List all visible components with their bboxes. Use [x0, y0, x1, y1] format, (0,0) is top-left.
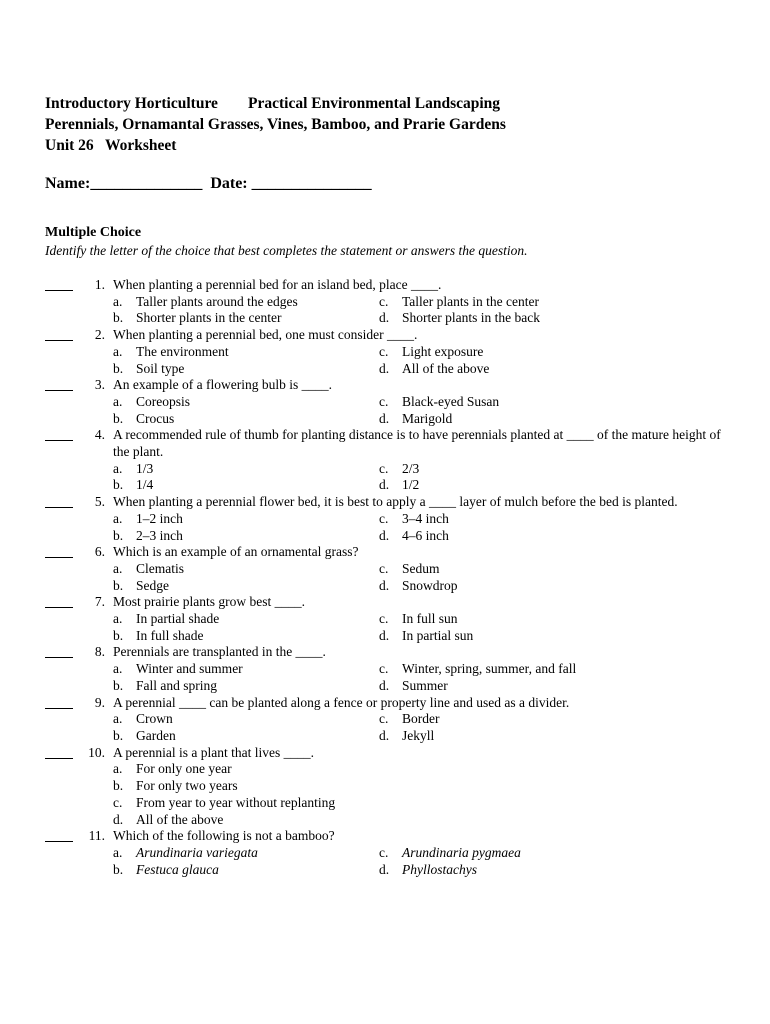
answer-choice [113, 778, 679, 795]
choice-letter: a. [113, 343, 123, 359]
multiple-choice-section [45, 224, 745, 259]
question-row [45, 594, 745, 611]
choice-text: Festuca glauca [136, 861, 219, 877]
choice-text: Crown [136, 711, 173, 727]
choice-text: Summer [402, 677, 448, 693]
choice-letter: d. [379, 861, 390, 877]
answer-choice [379, 294, 679, 311]
question-number: 11. [88, 828, 105, 844]
choice-letter: d. [379, 410, 390, 426]
answer-choice [379, 611, 679, 628]
answer-choice [379, 461, 679, 478]
choice-text: Taller plants around the edges [136, 293, 298, 309]
choice-text: All of the above [136, 811, 224, 827]
choice-letter: a. [113, 460, 123, 476]
answer-blank[interactable] [45, 696, 73, 709]
choice-letter: d. [379, 360, 390, 376]
question-item [45, 327, 745, 377]
answer-choice [113, 862, 379, 879]
question-item [45, 745, 745, 829]
answer-choice [379, 561, 679, 578]
answer-choice [113, 728, 379, 745]
answer-choice [379, 862, 679, 879]
choice-letter: a. [113, 661, 123, 677]
question-row [45, 377, 745, 394]
choice-letter: b. [113, 360, 124, 376]
choice-text: Marigold [402, 410, 453, 426]
choice-text: Garden [136, 727, 176, 743]
choice-letter: c. [379, 661, 389, 677]
choice-text: Shorter plants in the back [402, 310, 540, 326]
answer-choice [379, 411, 679, 428]
answer-choice [379, 578, 679, 595]
choice-letter: d. [379, 627, 390, 643]
choice-text: For only two years [136, 778, 238, 794]
question-stem: A perennial is a plant that lives ____. [113, 744, 314, 760]
question-number: 2. [94, 327, 105, 343]
answer-choice [379, 678, 679, 695]
choice-letter: a. [113, 711, 123, 727]
question-row [45, 544, 745, 561]
answer-blank[interactable] [45, 645, 73, 658]
book-title: Practical Environmental Landscaping [248, 95, 501, 112]
question-stem: A perennial ____ can be planted along a fence or property line and used as a divider. [113, 694, 570, 710]
answer-choice [113, 711, 379, 728]
choice-text: Sedum [402, 560, 440, 576]
choice-text: For only one year [136, 761, 232, 777]
answer-choice [113, 528, 379, 545]
choice-letter: a. [113, 611, 123, 627]
question-item [45, 377, 745, 427]
choice-text: Fall and spring [136, 677, 217, 693]
section-title: Multiple Choice [45, 225, 142, 240]
answer-choice [113, 394, 379, 411]
question-stem: When planting a perennial flower bed, it is best to apply a ____ layer of mulch before the bed is planted. [113, 494, 678, 510]
answer-blank[interactable] [45, 545, 73, 558]
choice-letter: a. [113, 761, 123, 777]
question-row [45, 427, 745, 460]
choice-letter: a. [113, 393, 123, 409]
choice-text: Clematis [136, 560, 184, 576]
worksheet-header [45, 93, 745, 156]
answer-choice [113, 294, 379, 311]
choice-list [113, 845, 745, 878]
choice-letter: c. [379, 844, 389, 860]
choice-text: Arundinaria pygmaea [402, 844, 521, 860]
choice-list [113, 611, 745, 644]
choice-letter: a. [113, 293, 123, 309]
question-number: 8. [94, 644, 105, 660]
answer-blank[interactable] [45, 278, 73, 291]
choice-text: From year to year without replanting [136, 794, 336, 810]
choice-text: Crocus [136, 410, 175, 426]
choice-letter: b. [113, 778, 124, 794]
choice-text: In full shade [136, 627, 204, 643]
choice-text: 1/3 [136, 460, 154, 476]
answer-blank[interactable] [45, 378, 73, 391]
question-stem: Perennials are transplanted in the ____. [113, 644, 326, 660]
question-stem: When planting a perennial bed for an island bed, place ____. [113, 277, 442, 292]
choice-text: Light exposure [402, 343, 484, 359]
question-list [45, 277, 745, 878]
choice-list [113, 344, 745, 377]
choice-letter: a. [113, 844, 123, 860]
choice-text: Jekyll [402, 727, 435, 743]
choice-letter: b. [113, 627, 124, 643]
answer-choice [379, 361, 679, 378]
choice-text: Soil type [136, 360, 185, 376]
answer-choice [113, 511, 379, 528]
choice-letter: b. [113, 410, 124, 426]
answer-choice [113, 611, 379, 628]
question-row [45, 644, 745, 661]
question-number: 4. [94, 427, 105, 443]
question-number: 3. [94, 377, 105, 393]
answer-choice [113, 561, 379, 578]
choice-letter: d. [379, 477, 390, 493]
choice-list [113, 561, 745, 594]
answer-choice [113, 411, 379, 428]
answer-blank[interactable] [45, 428, 73, 441]
choice-list [113, 461, 745, 494]
question-number: 9. [94, 694, 105, 710]
choice-letter: c. [379, 393, 389, 409]
choice-letter: b. [113, 527, 124, 543]
answer-choice [379, 728, 679, 745]
choice-text: All of the above [402, 360, 490, 376]
question-stem: When planting a perennial bed, one must consider ____. [113, 327, 418, 343]
answer-choice [113, 310, 379, 327]
question-item [45, 828, 745, 878]
choice-letter: d. [379, 310, 390, 326]
choice-letter: b. [113, 477, 124, 493]
name-date-line: Name:______________ Date: _______________ [45, 175, 372, 192]
answer-blank[interactable] [45, 595, 73, 608]
choice-letter: d. [379, 527, 390, 543]
choice-letter: b. [113, 677, 124, 693]
choice-letter: d. [379, 677, 390, 693]
choice-letter: a. [113, 510, 123, 526]
question-stem: Which is an example of an ornamental grass? [113, 544, 359, 560]
choice-text: Arundinaria variegata [136, 844, 258, 860]
choice-text: Snowdrop [402, 577, 458, 593]
choice-letter: c. [379, 343, 389, 359]
answer-choice [379, 344, 679, 361]
question-row [45, 494, 745, 511]
choice-text: The environment [136, 343, 229, 359]
question-item [45, 427, 745, 494]
choice-letter: d. [113, 811, 124, 827]
choice-letter: c. [379, 510, 389, 526]
answer-choice [113, 761, 679, 778]
question-stem: Most prairie plants grow best ____. [113, 594, 305, 610]
answer-choice [113, 477, 379, 494]
choice-letter: c. [379, 460, 389, 476]
choice-letter: a. [113, 560, 123, 576]
choice-list [113, 761, 745, 828]
answer-choice [379, 845, 679, 862]
choice-letter: b. [113, 577, 124, 593]
question-row [45, 745, 745, 762]
answer-choice [379, 511, 679, 528]
question-number: 6. [94, 544, 105, 560]
answer-blank[interactable] [45, 328, 73, 341]
choice-list [113, 711, 745, 744]
answer-choice [379, 310, 679, 327]
choice-text: 2–3 inch [136, 527, 183, 543]
answer-choice [113, 661, 379, 678]
answer-choice [113, 628, 379, 645]
choice-list [113, 294, 745, 327]
answer-choice [113, 461, 379, 478]
question-number: 10. [88, 744, 105, 760]
choice-text: In partial shade [136, 611, 220, 627]
answer-choice [379, 711, 679, 728]
question-stem: A recommended rule of thumb for planting distance is to have perennials planted at ____ of the mature height of the plant. [113, 427, 721, 460]
choice-text: 4–6 inch [402, 527, 449, 543]
answer-choice [113, 578, 379, 595]
answer-choice [113, 344, 379, 361]
answer-choice [379, 661, 679, 678]
choice-text: Coreopsis [136, 393, 190, 409]
question-row [45, 277, 745, 294]
question-stem: An example of a flowering bulb is ____. [113, 377, 332, 393]
choice-text: Winter and summer [136, 661, 243, 677]
question-row [45, 695, 745, 712]
choice-text: 1/2 [402, 477, 420, 493]
choice-text: Winter, spring, summer, and fall [402, 661, 577, 677]
question-item [45, 544, 745, 594]
answer-choice [113, 795, 679, 812]
choice-list [113, 661, 745, 694]
answer-choice [113, 678, 379, 695]
choice-letter: c. [113, 794, 123, 810]
section-instructions: Identify the letter of the choice that best completes the statement or answers the question. [45, 243, 528, 258]
answer-blank[interactable] [45, 829, 73, 842]
answer-choice [379, 477, 679, 494]
choice-list [113, 511, 745, 544]
choice-text: Shorter plants in the center [136, 310, 282, 326]
choice-letter: c. [379, 611, 389, 627]
question-row [45, 327, 745, 344]
answer-choice [113, 845, 379, 862]
choice-text: Sedge [136, 577, 169, 593]
choice-text: 1/4 [136, 477, 154, 493]
choice-letter: c. [379, 293, 389, 309]
unit-title: Unit 26 Worksheet [45, 137, 177, 154]
choice-text: Phyllostachys [402, 861, 477, 877]
choice-text: In partial sun [402, 627, 474, 643]
choice-text: 2/3 [402, 460, 420, 476]
question-row [45, 828, 745, 845]
choice-text: 1–2 inch [136, 510, 183, 526]
answer-blank[interactable] [45, 746, 73, 759]
answer-choice [379, 628, 679, 645]
course-line [45, 93, 745, 114]
choice-text: Taller plants in the center [402, 293, 539, 309]
subtitle: Perennials, Ornamantal Grasses, Vines, Bamboo, and Prarie Gardens [45, 116, 506, 133]
choice-list [113, 394, 745, 427]
answer-choice [379, 394, 679, 411]
question-item [45, 644, 745, 694]
choice-letter: b. [113, 861, 124, 877]
question-item [45, 695, 745, 745]
choice-text: 3–4 inch [402, 510, 449, 526]
answer-choice [379, 528, 679, 545]
question-stem: Which of the following is not a bamboo? [113, 828, 335, 844]
choice-text: Black-eyed Susan [402, 393, 500, 409]
answer-choice [113, 361, 379, 378]
question-item [45, 277, 745, 327]
choice-letter: c. [379, 711, 389, 727]
choice-text: In full sun [402, 611, 458, 627]
question-number: 7. [94, 594, 105, 610]
course-title: Introductory Horticulture [45, 95, 218, 112]
question-number: 5. [94, 494, 105, 510]
question-item [45, 494, 745, 544]
choice-letter: d. [379, 577, 390, 593]
choice-letter: d. [379, 727, 390, 743]
answer-blank[interactable] [45, 495, 73, 508]
question-item [45, 594, 745, 644]
choice-letter: b. [113, 727, 124, 743]
choice-letter: b. [113, 310, 124, 326]
answer-choice [113, 812, 679, 829]
choice-text: Border [402, 711, 440, 727]
question-number: 1. [94, 277, 105, 292]
choice-letter: c. [379, 560, 389, 576]
